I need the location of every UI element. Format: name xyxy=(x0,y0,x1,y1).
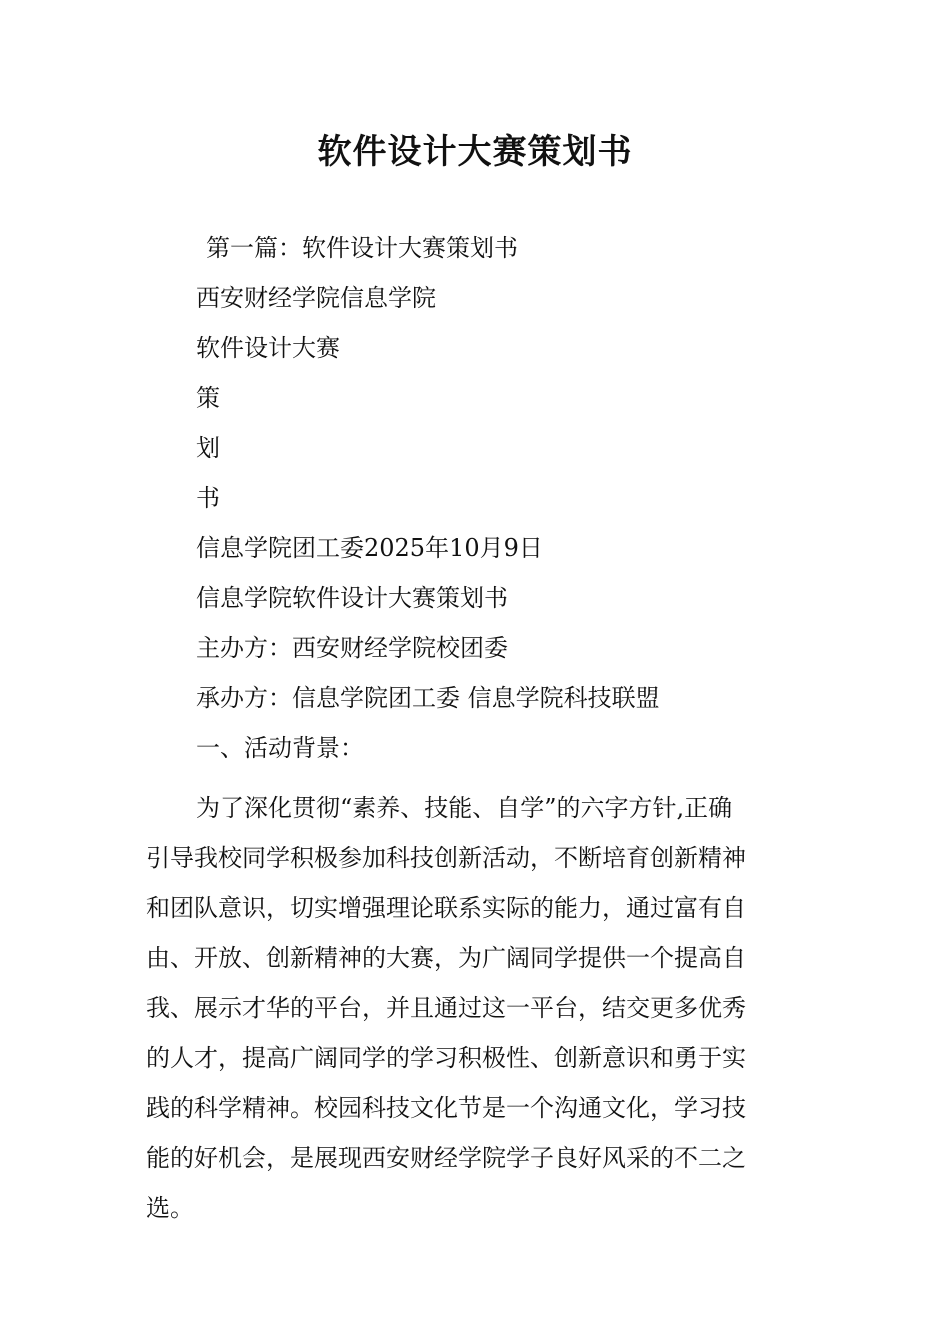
issuer-date-line: 信息学院团工委2025年10月9日 xyxy=(196,534,543,562)
paragraph-line: 选。 xyxy=(146,1194,194,1222)
host-line: 主办方：西安财经学院校团委 xyxy=(196,634,508,662)
paragraph-line: 为了深化贯彻“素养、技能、自学”的六字方针,正确 xyxy=(196,794,733,822)
paragraph-line: 践的科学精神。校园科技文化节是一个沟通文化，学习技 xyxy=(146,1094,746,1122)
section-heading: 一、活动背景： xyxy=(196,734,364,762)
cover-char-ce: 策 xyxy=(196,384,220,412)
paragraph-line: 和团队意识，切实增强理论联系实际的能力，通过富有自 xyxy=(146,894,746,922)
paragraph-line: 的人才，提高广阔同学的学习积极性、创新意识和勇于实 xyxy=(146,1044,746,1072)
institution-line: 西安财经学院信息学院 xyxy=(196,284,436,312)
chapter-heading: 第一篇：软件设计大赛策划书 xyxy=(206,234,518,262)
subtitle-line: 信息学院软件设计大赛策划书 xyxy=(196,584,508,612)
document-title: 软件设计大赛策划书 xyxy=(317,132,633,172)
event-name-line: 软件设计大赛 xyxy=(196,334,340,362)
paragraph-line: 我、展示才华的平台，并且通过这一平台，结交更多优秀 xyxy=(146,994,746,1022)
paragraph-line: 由、开放、创新精神的大赛，为广阔同学提供一个提高自 xyxy=(146,944,746,972)
paragraph-line: 能的好机会，是展现西安财经学院学子良好风采的不二之 xyxy=(146,1144,746,1172)
organizer-line: 承办方：信息学院团工委 信息学院科技联盟 xyxy=(196,684,660,712)
cover-char-hua: 划 xyxy=(196,434,220,462)
cover-char-shu: 书 xyxy=(196,484,220,512)
paragraph-line: 引导我校同学积极参加科技创新活动，不断培育创新精神 xyxy=(146,844,746,872)
background-paragraph xyxy=(146,783,806,1233)
